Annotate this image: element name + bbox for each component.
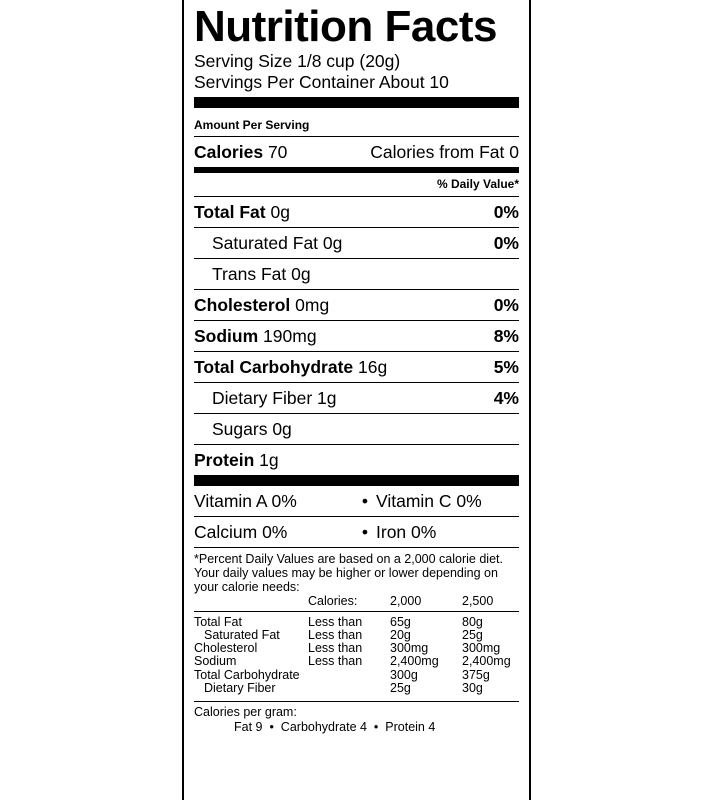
table-row (194, 682, 519, 695)
table-row (194, 669, 519, 682)
minerals-row (194, 516, 519, 547)
table-cell: Calories: (308, 595, 390, 612)
carbohydrate-per-gram: Carbohydrate 4 (280, 720, 367, 735)
nutrient-label: Cholesterol (194, 294, 291, 315)
nutrition-facts-label (182, 0, 531, 800)
nutrient-label: Total Carbohydrate (194, 356, 354, 377)
calories-row (194, 136, 519, 167)
bullet: • (361, 490, 369, 511)
iron: Iron 0% (376, 521, 437, 542)
nutrient-label: Total Fat (194, 201, 266, 222)
table-cell: Total Fat (194, 614, 242, 629)
vitamin-a: Vitamin A 0% (194, 490, 297, 511)
fat-per-gram: Fat 9 (234, 720, 263, 735)
nutrient-dv: 0% (493, 232, 519, 253)
table-cell: 2,500 (462, 595, 519, 612)
table-cell: Less than (308, 628, 363, 643)
daily-values-table (194, 595, 519, 695)
nutrient-amount: 0g (291, 263, 311, 284)
calories-per-gram (194, 701, 519, 735)
amount-per-serving: Amount Per Serving (194, 118, 310, 132)
table-cell: Less than (308, 654, 363, 669)
table-cell (308, 682, 390, 695)
nutrient-row-total-carbohydrate (194, 351, 519, 382)
calories-from-fat: Calories from Fat 0 (370, 141, 519, 162)
table-cell: Dietary Fiber (204, 680, 276, 695)
table-cell: 300g (390, 667, 418, 682)
vitamin-c: Vitamin C 0% (376, 490, 482, 511)
calories-per-gram-values (194, 720, 519, 735)
nutrient-row-total-fat (194, 196, 519, 227)
nutrient-label: Sodium (194, 325, 259, 346)
table-cell: Less than (308, 641, 363, 656)
table-row (194, 655, 519, 668)
thick-divider (194, 475, 519, 486)
table-cell: Less than (308, 614, 363, 629)
table-cell: 25g (462, 628, 483, 643)
nutrient-label: Trans Fat (212, 263, 287, 284)
nutrient-amount: 16g (358, 356, 388, 377)
nutrient-dv: 0% (493, 201, 519, 222)
table-cell: Cholesterol (194, 641, 258, 656)
table-cell: 65g (390, 614, 411, 629)
nutrient-label: Dietary Fiber (212, 387, 313, 408)
table-cell (308, 669, 390, 682)
table-cell: 2,400mg (462, 654, 511, 669)
nutrient-amount: 190mg (263, 325, 317, 346)
table-cell: Total Carbohydrate (194, 667, 300, 682)
table-cell: 80g (462, 614, 483, 629)
table-cell: 300mg (462, 641, 501, 656)
nutrient-amount: 1g (317, 387, 337, 408)
nutrient-dv: 5% (493, 356, 519, 377)
nutrient-amount: 0g (322, 232, 343, 253)
servings-per-container: Servings Per Container About 10 (194, 72, 449, 92)
calories-label: Calories (194, 141, 264, 162)
nutrient-amount: 1g (259, 449, 279, 470)
table-cell: Sodium (194, 654, 237, 669)
nutrient-row-trans-fat (194, 258, 519, 289)
table-cell: 30g (462, 680, 483, 695)
daily-value-header: % Daily Value* (436, 177, 519, 191)
calories-value: 70 (267, 141, 288, 162)
thick-divider (194, 97, 519, 108)
serving-size: Serving Size 1/8 cup (20g) (194, 51, 401, 71)
nutrient-dv: 8% (493, 325, 519, 346)
nutrient-dv: 4% (493, 387, 519, 408)
calories-per-gram-label: Calories per gram: (194, 705, 297, 720)
table-row (194, 611, 519, 629)
table-cell: 375g (462, 667, 490, 682)
table-cell: 2,000 (390, 595, 462, 612)
table-cell (194, 595, 308, 612)
footnote-text: *Percent Daily Values are based on a 2,000 calorie diet. Your daily values may be higher or lower depending on your calorie needs: (194, 552, 503, 595)
bullet: • (373, 720, 379, 735)
nutrient-label: Protein (194, 449, 255, 470)
nutrient-amount: 0g (270, 201, 290, 222)
nutrient-row-protein (194, 444, 519, 475)
vitamins-row (194, 486, 519, 516)
bullet: • (361, 521, 369, 542)
nutrient-amount: 0mg (295, 294, 330, 315)
nutrient-dv: 0% (493, 294, 519, 315)
daily-values-header (194, 595, 519, 612)
nutrient-row-dietary-fiber (194, 382, 519, 413)
protein-per-gram: Protein 4 (385, 720, 436, 735)
table-cell: 2,400mg (390, 654, 439, 669)
nutrient-row-sodium (194, 320, 519, 351)
table-cell: 20g (390, 628, 411, 643)
table-cell: 25g (390, 680, 411, 695)
table-cell: 300mg (390, 641, 429, 656)
table-cell: Saturated Fat (204, 628, 280, 643)
nutrient-amount: 0g (272, 418, 292, 439)
nutrient-label: Saturated Fat (212, 232, 319, 253)
footnote (194, 547, 519, 735)
nutrient-row-sugars (194, 413, 519, 444)
nutrient-row-cholesterol (194, 289, 519, 320)
nutrient-row-saturated-fat (194, 227, 519, 258)
label-title: Nutrition Facts (194, 2, 497, 51)
nutrient-label: Sugars (212, 418, 268, 439)
bullet: • (269, 720, 274, 735)
calcium: Calcium 0% (194, 521, 288, 542)
